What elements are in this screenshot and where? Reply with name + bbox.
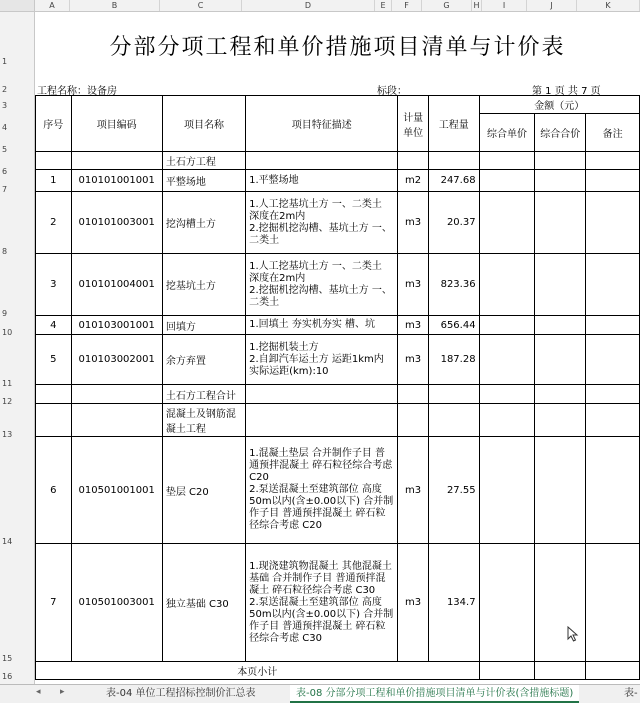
cell-desc[interactable]: 1.回填土 夯实机夯实 槽、坑 (246, 316, 398, 335)
row-number[interactable]: 16 (2, 672, 13, 681)
cell-seq[interactable] (36, 404, 72, 437)
sheet-tab-08[interactable]: 表-08 分部分项工程和单价措施项目清单与计价表(含措施标题) (290, 685, 579, 703)
cell-note[interactable] (586, 385, 640, 404)
row-number[interactable]: 8 (2, 247, 8, 256)
cell-seq[interactable]: 6 (36, 437, 72, 544)
mouse-cursor-icon (567, 626, 579, 642)
row-header-bar (0, 12, 35, 684)
row-number[interactable]: 13 (2, 430, 13, 439)
project-name: 工程名称：设备房 (37, 86, 117, 97)
column-header-bar (0, 0, 640, 12)
cell-seq[interactable]: 1 (36, 170, 72, 192)
cell-seq[interactable]: 4 (36, 316, 72, 335)
table-row (36, 316, 640, 335)
cell-seq[interactable] (36, 385, 72, 404)
cell-total[interactable] (535, 404, 586, 437)
cell-seq[interactable]: 2 (36, 192, 72, 254)
column-header[interactable]: E (375, 0, 392, 11)
cell-note[interactable] (586, 152, 640, 170)
table-row (36, 662, 640, 680)
cell-unit[interactable]: m2 (398, 170, 428, 192)
header-amount[interactable]: 金额（元） (479, 96, 639, 114)
row-number[interactable]: 12 (2, 397, 13, 406)
cell-name[interactable]: 土石方工程 (162, 152, 245, 170)
cell-code[interactable]: 010103002001 (71, 335, 162, 385)
header-seq[interactable]: 序号 (36, 96, 72, 152)
cell-name[interactable]: 挖基坑土方 (162, 254, 245, 316)
cell-unit-price[interactable] (479, 254, 535, 316)
cell-total[interactable] (535, 192, 586, 254)
cell-unit-price[interactable] (479, 662, 535, 680)
cell-total[interactable] (535, 170, 586, 192)
row-number[interactable]: 3 (2, 101, 8, 110)
sheet-tab-next[interactable]: 表- (624, 688, 638, 699)
column-header[interactable]: D (242, 0, 375, 11)
cell-unit[interactable]: m3 (398, 316, 428, 335)
cell-unit-price[interactable] (479, 335, 535, 385)
column-header[interactable]: F (392, 0, 422, 11)
table-row (36, 335, 640, 385)
cell-qty[interactable] (428, 404, 479, 437)
column-header[interactable]: K (577, 0, 640, 11)
cell-seq[interactable] (36, 152, 72, 170)
cell-unit[interactable] (398, 385, 428, 404)
row-number[interactable]: 1 (2, 57, 8, 66)
cell-desc[interactable]: 1.混凝土垫层 合并制作子目 普通预拌混凝土 碎石粒径综合考虑 C20 2.泵送混凝土至建筑部位 高度50m以内(含±0.00以下) 合并制作子目 普通预拌混凝土 碎石粒径综合考虑 C20 (246, 437, 398, 544)
cell-note[interactable] (586, 404, 640, 437)
cell-seq[interactable]: 3 (36, 254, 72, 316)
header-note[interactable]: 备注 (586, 114, 640, 152)
row-number[interactable]: 14 (2, 537, 13, 546)
header-total[interactable]: 综合合价 (535, 114, 586, 152)
cell-seq[interactable]: 7 (36, 544, 72, 662)
cell-code[interactable] (71, 152, 162, 170)
cell-note[interactable] (586, 316, 640, 335)
cell-unit[interactable] (398, 152, 428, 170)
select-all-corner[interactable] (0, 0, 35, 11)
cell-unit[interactable] (398, 404, 428, 437)
worksheet[interactable] (35, 12, 640, 684)
header-unit-price[interactable]: 综合单价 (479, 114, 535, 152)
cell-total[interactable] (535, 152, 586, 170)
cell-unit-price[interactable] (479, 152, 535, 170)
cell-seq[interactable]: 5 (36, 335, 72, 385)
column-header[interactable]: B (70, 0, 160, 11)
cell-note[interactable] (586, 544, 640, 662)
cell-code[interactable]: 010101004001 (71, 254, 162, 316)
cell-note[interactable] (586, 662, 640, 680)
column-header[interactable]: H (472, 0, 482, 11)
cell-unit-price[interactable] (479, 316, 535, 335)
cell-qty[interactable]: 247.68 (428, 170, 479, 192)
cell-total[interactable] (535, 437, 586, 544)
cell-name[interactable]: 垫层 C20 (162, 437, 245, 544)
header-qty[interactable]: 工程量 (428, 96, 479, 152)
column-header[interactable]: A (35, 0, 70, 11)
cell-code[interactable] (71, 385, 162, 404)
cell-unit-price[interactable] (479, 170, 535, 192)
page-indicator: 第 1 页 共 7 页 (532, 86, 601, 97)
tab-scroll-right-icon[interactable]: ▸ (60, 687, 65, 697)
table-row (36, 437, 640, 544)
subtotal-label[interactable]: 本页小计 (36, 662, 480, 680)
cell-note[interactable] (586, 254, 640, 316)
cell-desc[interactable] (246, 385, 398, 404)
cell-qty[interactable]: 27.55 (428, 437, 479, 544)
cell-note[interactable] (586, 192, 640, 254)
cell-desc[interactable]: 1.人工挖基坑土方 一、二类土 深度在2m内 2.挖掘机挖沟槽、基坑土方 一、二类土 (246, 254, 398, 316)
table-row (36, 152, 640, 170)
sheet-tab-04[interactable]: 表-04 单位工程招标控制价汇总表 (106, 688, 256, 699)
row-number[interactable]: 15 (2, 654, 13, 663)
row-number[interactable]: 4 (2, 123, 8, 132)
column-header[interactable]: C (160, 0, 242, 11)
cell-name[interactable]: 余方弃置 (162, 335, 245, 385)
row-number[interactable]: 5 (2, 145, 8, 154)
sheet-tab-bar (0, 684, 640, 703)
cell-unit[interactable]: m3 (398, 335, 428, 385)
cell-qty[interactable] (428, 385, 479, 404)
column-header[interactable]: G (422, 0, 472, 11)
cell-total[interactable] (535, 335, 586, 385)
sheet-title: 分部分项工程和单价措施项目清单与计价表 (109, 35, 566, 60)
cell-desc[interactable]: 1.挖掘机装土方 2.自卸汽车运土方 运距1km内 实际运距(km):10 (246, 335, 398, 385)
cell-name[interactable]: 挖沟槽土方 (162, 192, 245, 254)
table-row (36, 404, 640, 437)
cell-unit[interactable]: m3 (398, 192, 428, 254)
cell-qty[interactable]: 187.28 (428, 335, 479, 385)
section-label: 标段： (377, 86, 407, 97)
bill-table (35, 95, 640, 680)
cell-unit[interactable]: m3 (398, 544, 428, 662)
cell-total[interactable] (535, 316, 586, 335)
table-row (36, 385, 640, 404)
column-header[interactable]: I (482, 0, 527, 11)
table-row (36, 544, 640, 662)
header-unit[interactable]: 计量单位 (398, 96, 428, 152)
cell-total[interactable] (535, 254, 586, 316)
cell-unit-price[interactable] (479, 544, 535, 662)
cell-desc[interactable] (246, 404, 398, 437)
cell-name[interactable]: 回填方 (162, 316, 245, 335)
cell-desc[interactable]: 1.人工挖基坑土方 一、二类土 深度在2m内 2.挖掘机挖沟槽、基坑土方 一、二类土 (246, 192, 398, 254)
cell-desc[interactable]: 1.平整场地 (246, 170, 398, 192)
table-row (36, 170, 640, 192)
header-code[interactable]: 项目编码 (71, 96, 162, 152)
row-number[interactable]: 7 (2, 185, 8, 194)
cell-unit[interactable]: m3 (398, 254, 428, 316)
cell-qty[interactable]: 823.36 (428, 254, 479, 316)
cell-qty[interactable]: 134.7 (428, 544, 479, 662)
cell-note[interactable] (586, 335, 640, 385)
cell-name[interactable]: 混凝土及钢筋混凝土工程 (162, 404, 245, 437)
cell-unit-price[interactable] (479, 404, 535, 437)
cell-unit-price[interactable] (479, 192, 535, 254)
cell-note[interactable] (586, 170, 640, 192)
cell-note[interactable] (586, 437, 640, 544)
row-number[interactable]: 2 (2, 85, 8, 94)
table-row (36, 254, 640, 316)
cell-qty[interactable]: 656.44 (428, 316, 479, 335)
cell-total[interactable] (535, 662, 586, 680)
cell-unit[interactable]: m3 (398, 437, 428, 544)
table-row (36, 192, 640, 254)
header-name[interactable]: 项目名称 (162, 96, 245, 152)
cell-total[interactable] (535, 385, 586, 404)
row-number[interactable]: 9 (2, 309, 8, 318)
cell-code[interactable]: 010501003001 (71, 544, 162, 662)
header-desc[interactable]: 项目特征描述 (246, 96, 398, 152)
cell-qty[interactable] (428, 152, 479, 170)
cell-code[interactable]: 010103001001 (71, 316, 162, 335)
cell-code[interactable]: 010101003001 (71, 192, 162, 254)
cell-name[interactable]: 独立基础 C30 (162, 544, 245, 662)
tab-scroll-left-icon[interactable]: ◂ (36, 687, 41, 697)
column-header[interactable]: J (527, 0, 577, 11)
cell-unit-price[interactable] (479, 437, 535, 544)
cell-name[interactable]: 平整场地 (162, 170, 245, 192)
row-number[interactable]: 11 (2, 379, 13, 388)
cell-code[interactable] (71, 404, 162, 437)
cell-name[interactable]: 土石方工程合计 (162, 385, 245, 404)
row-number[interactable]: 10 (2, 328, 13, 337)
cell-unit-price[interactable] (479, 385, 535, 404)
cell-qty[interactable]: 20.37 (428, 192, 479, 254)
row-number[interactable]: 6 (2, 167, 8, 176)
cell-desc[interactable] (246, 152, 398, 170)
cell-code[interactable]: 010501001001 (71, 437, 162, 544)
cell-desc[interactable]: 1.现浇建筑物混凝土 其他混凝土基础 合并制作子目 普通预拌混凝土 碎石粒径综合考虑 C30 2.泵送混凝土至建筑部位 高度50m以内(含±0.00以下) 合并制作子目 普通预拌混凝土 碎石粒径综合考虑 C30 (246, 544, 398, 662)
cell-total[interactable] (535, 544, 586, 662)
cell-code[interactable]: 010101001001 (71, 170, 162, 192)
